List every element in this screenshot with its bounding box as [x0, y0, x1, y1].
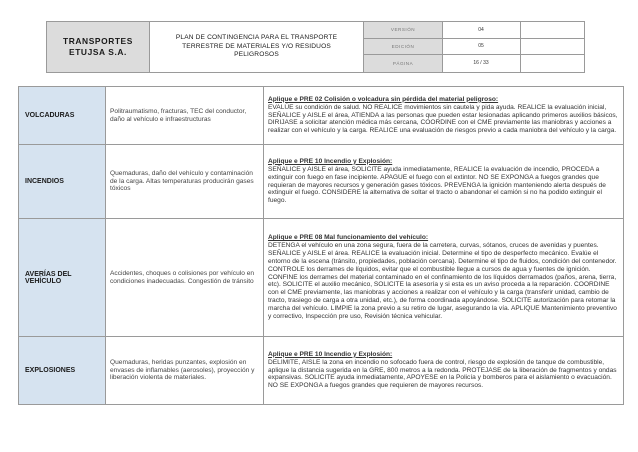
- company-name-line2: ETUJSA S.A.: [69, 47, 127, 57]
- meta-version-label: VERSIÓN: [364, 22, 443, 38]
- meta-edition-label: EDICIÓN: [364, 39, 443, 55]
- risk-procedure: [264, 87, 624, 145]
- risk-procedure: [264, 337, 624, 405]
- risk-causes-text: Politraumatismo, fracturas, TEC del conductor, daño al vehículo e infraestructuras: [110, 107, 247, 123]
- procedure-title: Aplique e PRE 02 Colisión o volcadura sin pérdida del material peligroso:: [268, 95, 499, 103]
- meta-edition-value: 05: [442, 39, 521, 55]
- meta-edition-row: [364, 39, 584, 56]
- procedure-text: SEÑALICE y AISLE el área, SOLICITE ayuda inmediatamente, REALICE la evaluación de incendio, PROCEDA a extinguir con fuego en fase incipiente. APAGUE el fuego con el extintor. NO SE EXPONGA a fuegos grandes que requieran de mayores recursos y generación gases tóxicos. PREVENGA la ignición manteniendo alerta después de extinguir el fuego. CONSIDERE la alternativa de soltar el tracto o abandonar el camión si no ha podido extinguir el fuego.: [268, 165, 606, 205]
- risk-causes-text: Quemaduras, heridas punzantes, explosión en envases de inflamables (aerosoles), proyección y liberación violenta de materiales.: [110, 358, 255, 382]
- meta-page-label: PÁGINA: [364, 55, 443, 72]
- procedure-title: Aplique e PRE 10 Incendio y Explosión:: [268, 350, 393, 358]
- risk-causes: [106, 219, 264, 337]
- risk-name: INCENDIOS: [19, 145, 106, 219]
- title-line3: PELIGROSOS: [234, 51, 279, 59]
- table-row: [19, 145, 624, 219]
- company-name-line1: TRANSPORTES: [63, 36, 133, 46]
- procedure-text: DETENGA el vehículo en una zona segura, fuera de la carretera, curvas, sótanos, cruces de avenidas y puentes. SEÑALICE y AISLE el área. REALICE la evaluación inicial. Determine el tipo de desperfecto mecánico. Evalúe el entorno de la escena (tránsito, propiedades, población cercana). Determine el tipo de fluidos, condición del contenedor. CONTROLE los derrames de líquidos, evitar que el combustible llegue a cursos de agua y fuentes de ignición. CONFINE los derrames del material contaminado en el confinamiento de los líquidos derramados (paños, arena, tierra, etc). SOLICITE el auxilio mecánico, SOLICITE la asesoría y si esta es un aviso proceda a la reparación. COORDINE con el CME previamente, las maniobras y acciones a realizar con el vehículo y la carga (transferir unidad, cambio de tracto, trasiego de carga a otra unidad, etc.), de forma coordinada apoyándose. SOLICITE autorización para retomar la marcha del vehículo. LIMPIE la zona previo a su retiro de lugar, asegurando la vía. APLIQUE Mantenimiento preventivo y correctivo, Inspección pre uso, Revisión técnica vehicular.: [268, 241, 617, 321]
- risk-name-line2: VEHÍCULO: [25, 277, 62, 285]
- procedure-title: Aplique e PRE 08 Mal funcionamiento del vehículo:: [268, 234, 429, 242]
- risk-causes-text: Accidentes, choques o colisiones por vehículo en condiciones inadecuadas. Congestión de tránsito: [110, 269, 255, 285]
- document-header: [46, 21, 585, 73]
- title-line1: PLAN DE CONTINGENCIA PARA EL TRANSPORTE: [175, 34, 338, 42]
- risk-causes-text: Quemaduras, daño del vehículo y contaminación de la carga. Altas temperaturas producirán gases tóxicos: [110, 169, 254, 193]
- meta-version-value: 04: [442, 22, 521, 38]
- meta-page-value: 16 / 33: [442, 55, 521, 72]
- contingency-table: [18, 86, 624, 405]
- table-row: [19, 219, 624, 337]
- table-row: [19, 337, 624, 405]
- procedure-text: DELIMITE, AISLE la zona en incendio no sofocado fuera de control, riesgo de explosión de tanque de combustible, aplique la distancia sugerida en la GRE, 800 metros a la redonda. PROTEJASE de la liberación de fragmentos y ondas expansivas. SOLICITE ayuda inmediatamente, APOYESE en la Policía y bomberos para el aislamiento o evacuación. NO SE EXPONGA a fuegos grandes que requieren de mayores recursos.: [268, 358, 617, 390]
- risk-procedure: [264, 219, 624, 337]
- table-row: [19, 87, 624, 145]
- meta-version-row: [364, 22, 584, 39]
- title-line2: TERRESTRE DE MATERIALES Y/O RESIDUOS: [182, 42, 331, 50]
- meta-page-row: [364, 55, 584, 72]
- procedure-text: EVALÚE su condición de salud. NO REALICE movimientos sin cautela y pida ayuda. REALICE la evaluación inicial, SEÑALICE y AISLE el área, ATIENDA a las personas que pueden estar lesionadas aplicando primeros auxilios básicos, DIRIJASE a solicitar atención médica más cercana, COORDINE con el CME previamente las maniobras y acciones a realizar con el vehículo y la carga. REALICE una evaluación de riesgos previo a cada maniobra del vehículo y la carga.: [268, 103, 618, 135]
- company-name: [47, 22, 150, 72]
- risk-name-line1: AVERÍAS DEL: [25, 270, 72, 278]
- risk-causes: [106, 337, 264, 405]
- risk-causes: [106, 145, 264, 219]
- risk-name: VOLCADURAS: [19, 87, 106, 145]
- risk-causes: [106, 87, 264, 145]
- document-title: [150, 22, 364, 72]
- risk-procedure: [264, 145, 624, 219]
- risk-name: [19, 219, 106, 337]
- procedure-title: Aplique e PRE 10 Incendio y Explosión:: [268, 157, 393, 165]
- risk-name: EXPLOSIONES: [19, 337, 106, 405]
